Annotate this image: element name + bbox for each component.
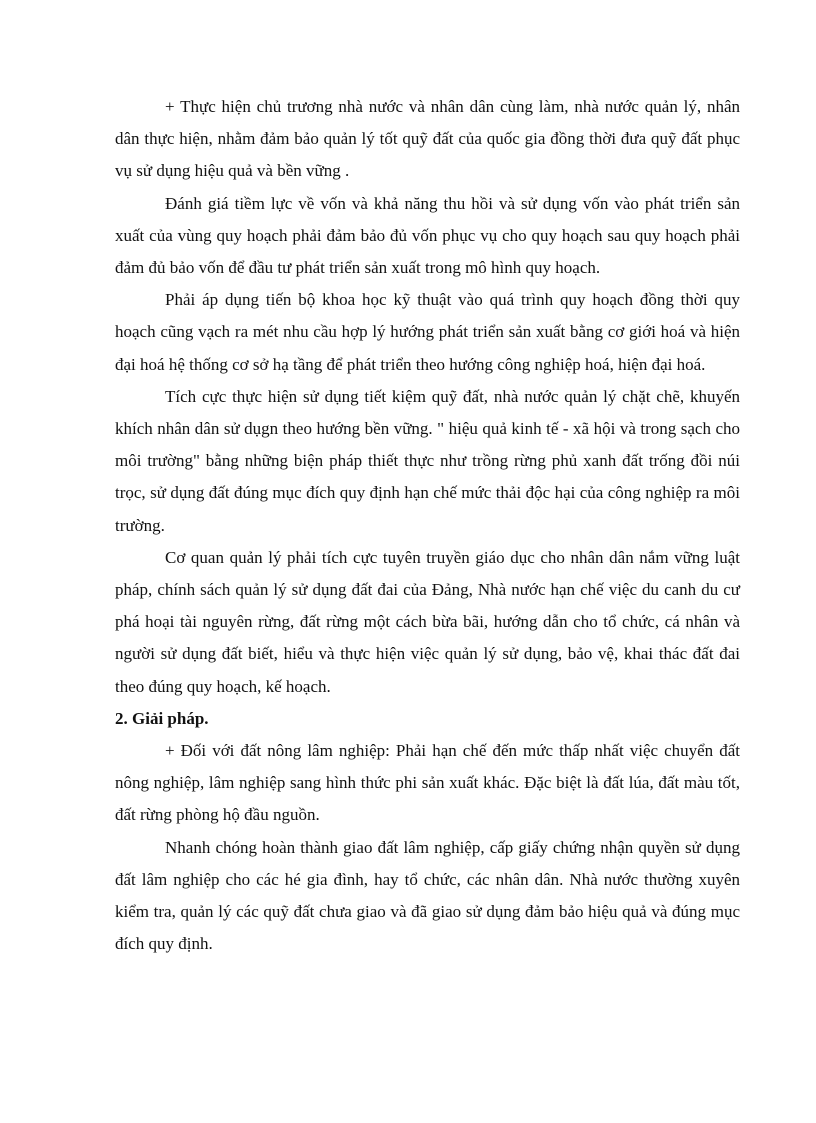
paragraph-forest-land-allocation: Nhanh chóng hoàn thành giao đất lâm nghiệp, cấp giấy chứng nhận quyền sử dụng đất lâm nghiệp cho các hé gia đình, hay tổ chức, các nhân dân. Nhà nước thường xuyên kiểm tra, quản lý các quỹ đất chưa giao và đã giao sử dụng đảm bảo hiệu quả và đúng mục đích quy định. xyxy=(115,837,740,954)
paragraph-save-land: Tích cực thực hiện sử dụng tiết kiệm quỹ đất, nhà nước quản lý chặt chẽ, khuyến khích nhân dân sử dụgn theo hướng bền vững. " hiệu quả kinh tế - xã hội và trong sạch cho môi trường" bằng những biện pháp thiết thực như trồng rừng phủ xanh đất trống đồi núi trọc, sử dụng đất đúng mục đích quy định hạn chế mức thải độc hại của công nghiệp ra môi trường. xyxy=(115,386,740,535)
paragraph-agricultural-land: + Đối với đất nông lâm nghiệp: Phải hạn chế đến mức thấp nhất việc chuyển đất nông nghiệp, lâm nghiệp sang hình thức phi sản xuất khác. Đặc biệt là đất lúa, đất màu tốt, đất rừng phòng hộ đầu nguồn. xyxy=(115,741,740,825)
paragraph-capital-assessment: Đánh giá tiềm lực về vốn và khả năng thu hồi và sử dụng vốn vào phát triển sản xuất của vùng quy hoạch phải đảm bảo đủ vốn phục vụ cho quy hoạch sau quy hoạch phải đảm đủ bảo vốn để đầu tư phát triển sản xuất trong mô hình quy hoạch. xyxy=(115,193,740,278)
paragraph-management-agency: Cơ quan quản lý phải tích cực tuyên truyền giáo dục cho nhân dân nắm vững luật pháp, chính sách quản lý sử dụng đất đai của Đảng, Nhà nước hạn chế việc du canh du cư phá hoại tài nguyên rừng, đất rừng một cách bừa bãi, hướng dẫn cho tổ chức, cá nhân và người sử dụng đất biết, hiểu và thực hiện việc quản lý sử dụng, bảo vệ, khai thác đất đai theo đúng quy hoạch, kế hoạch. xyxy=(115,547,740,696)
paragraph-implement-policy: + Thực hiện chủ trương nhà nước và nhân dân cùng làm, nhà nước quản lý, nhân dân thực hiện, nhằm đảm bảo quản lý tốt quỹ đất của quốc gia đồng thời đưa quỹ đất phục vụ sử dụng hiệu quả và bền vững . xyxy=(115,97,740,181)
paragraph-apply-technology: Phải áp dụng tiến bộ khoa học kỹ thuật vào quá trình quy hoạch đồng thời quy hoạch cũng vạch ra mét nhu cầu hợp lý hướng phát triển sản xuất bằng cơ giới hoá và hiện đại hoá hệ thống cơ sở hạ tầng để phát triển theo hướng công nghiệp hoá, hiện đại hoá. xyxy=(115,290,740,374)
section-heading-solutions: 2. Giải pháp. xyxy=(115,708,209,728)
document-body xyxy=(115,91,740,960)
